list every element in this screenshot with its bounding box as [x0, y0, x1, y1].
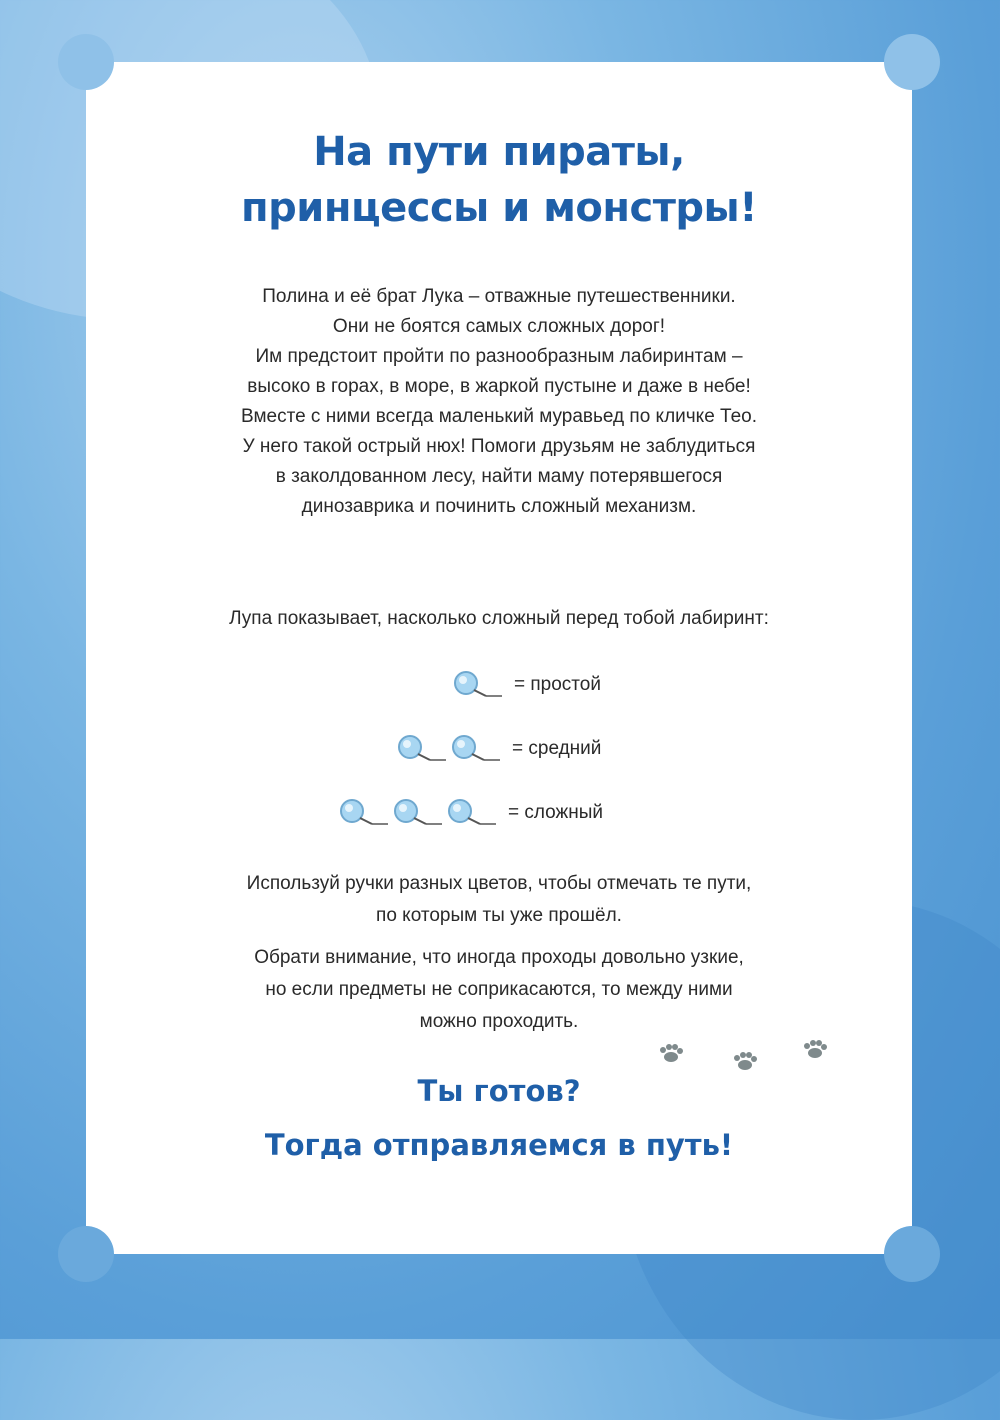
- intro-line: Им предстоит пройти по разнообразным лабиринтам –: [255, 346, 743, 367]
- tip-line: но если предметы не соприкасаются, то между ними: [265, 979, 733, 1000]
- magnifier-icon: [396, 734, 450, 764]
- tip-paragraph: [126, 942, 872, 1038]
- tip-paragraph: [126, 868, 872, 932]
- title-line-2: принцессы и монстры!: [241, 185, 757, 231]
- closing-text: [86, 1064, 912, 1172]
- intro-line: динозаврика и починить сложный механизм.: [301, 496, 697, 517]
- card-corner: [58, 1226, 114, 1282]
- intro-line: Они не боятся самых сложных дорог!: [332, 316, 666, 337]
- tip-line: Используй ручки разных цветов, чтобы отмечать те пути,: [246, 873, 752, 894]
- intro-text: [146, 282, 852, 522]
- tip-line: Обрати внимание, что иногда проходы довольно узкие,: [254, 947, 744, 968]
- tips-text: [126, 868, 872, 1048]
- closing-line-1: Ты готов?: [417, 1074, 581, 1108]
- intro-line: высоко в горах, в море, в жаркой пустыне и даже в небе!: [247, 376, 751, 397]
- card-corner: [884, 34, 940, 90]
- legend-row-medium: [396, 734, 601, 764]
- paw-print-icon: [658, 1042, 684, 1064]
- intro-line: в заколдованном лесу, найти маму потерявшегося: [275, 466, 723, 487]
- intro-line: У него такой острый нюх! Помоги друзьям не заблудиться: [242, 436, 756, 457]
- magnifier-icon: [392, 798, 446, 828]
- legend-label: = сложный: [508, 802, 603, 823]
- legend-row-easy: [452, 670, 601, 700]
- magnifier-icon: [338, 798, 392, 828]
- closing-line-2: Тогда отправляемся в путь!: [264, 1128, 734, 1162]
- legend-title: Лупа показывает, насколько сложный перед тобой лабиринт:: [229, 608, 769, 629]
- tip-line: по которым ты уже прошёл.: [376, 905, 622, 926]
- legend-row-hard: [338, 798, 603, 828]
- info-card: [86, 62, 912, 1254]
- page-title: [86, 124, 912, 236]
- intro-line: Вместе с ними всегда маленький муравьед по кличке Тео.: [241, 406, 757, 427]
- legend-label: = простой: [514, 674, 601, 695]
- magnifier-icon: [450, 734, 504, 764]
- legend-label: = средний: [512, 738, 602, 759]
- card-corner: [58, 34, 114, 90]
- magnifier-icon: [446, 798, 500, 828]
- tip-line: можно проходить.: [419, 1011, 579, 1032]
- magnifier-icon: [452, 670, 506, 700]
- intro-line: Полина и её брат Лука – отважные путешественники.: [262, 286, 736, 307]
- card-corner: [884, 1226, 940, 1282]
- paw-print-icon: [802, 1038, 828, 1060]
- title-line-1: На пути пираты,: [313, 129, 685, 175]
